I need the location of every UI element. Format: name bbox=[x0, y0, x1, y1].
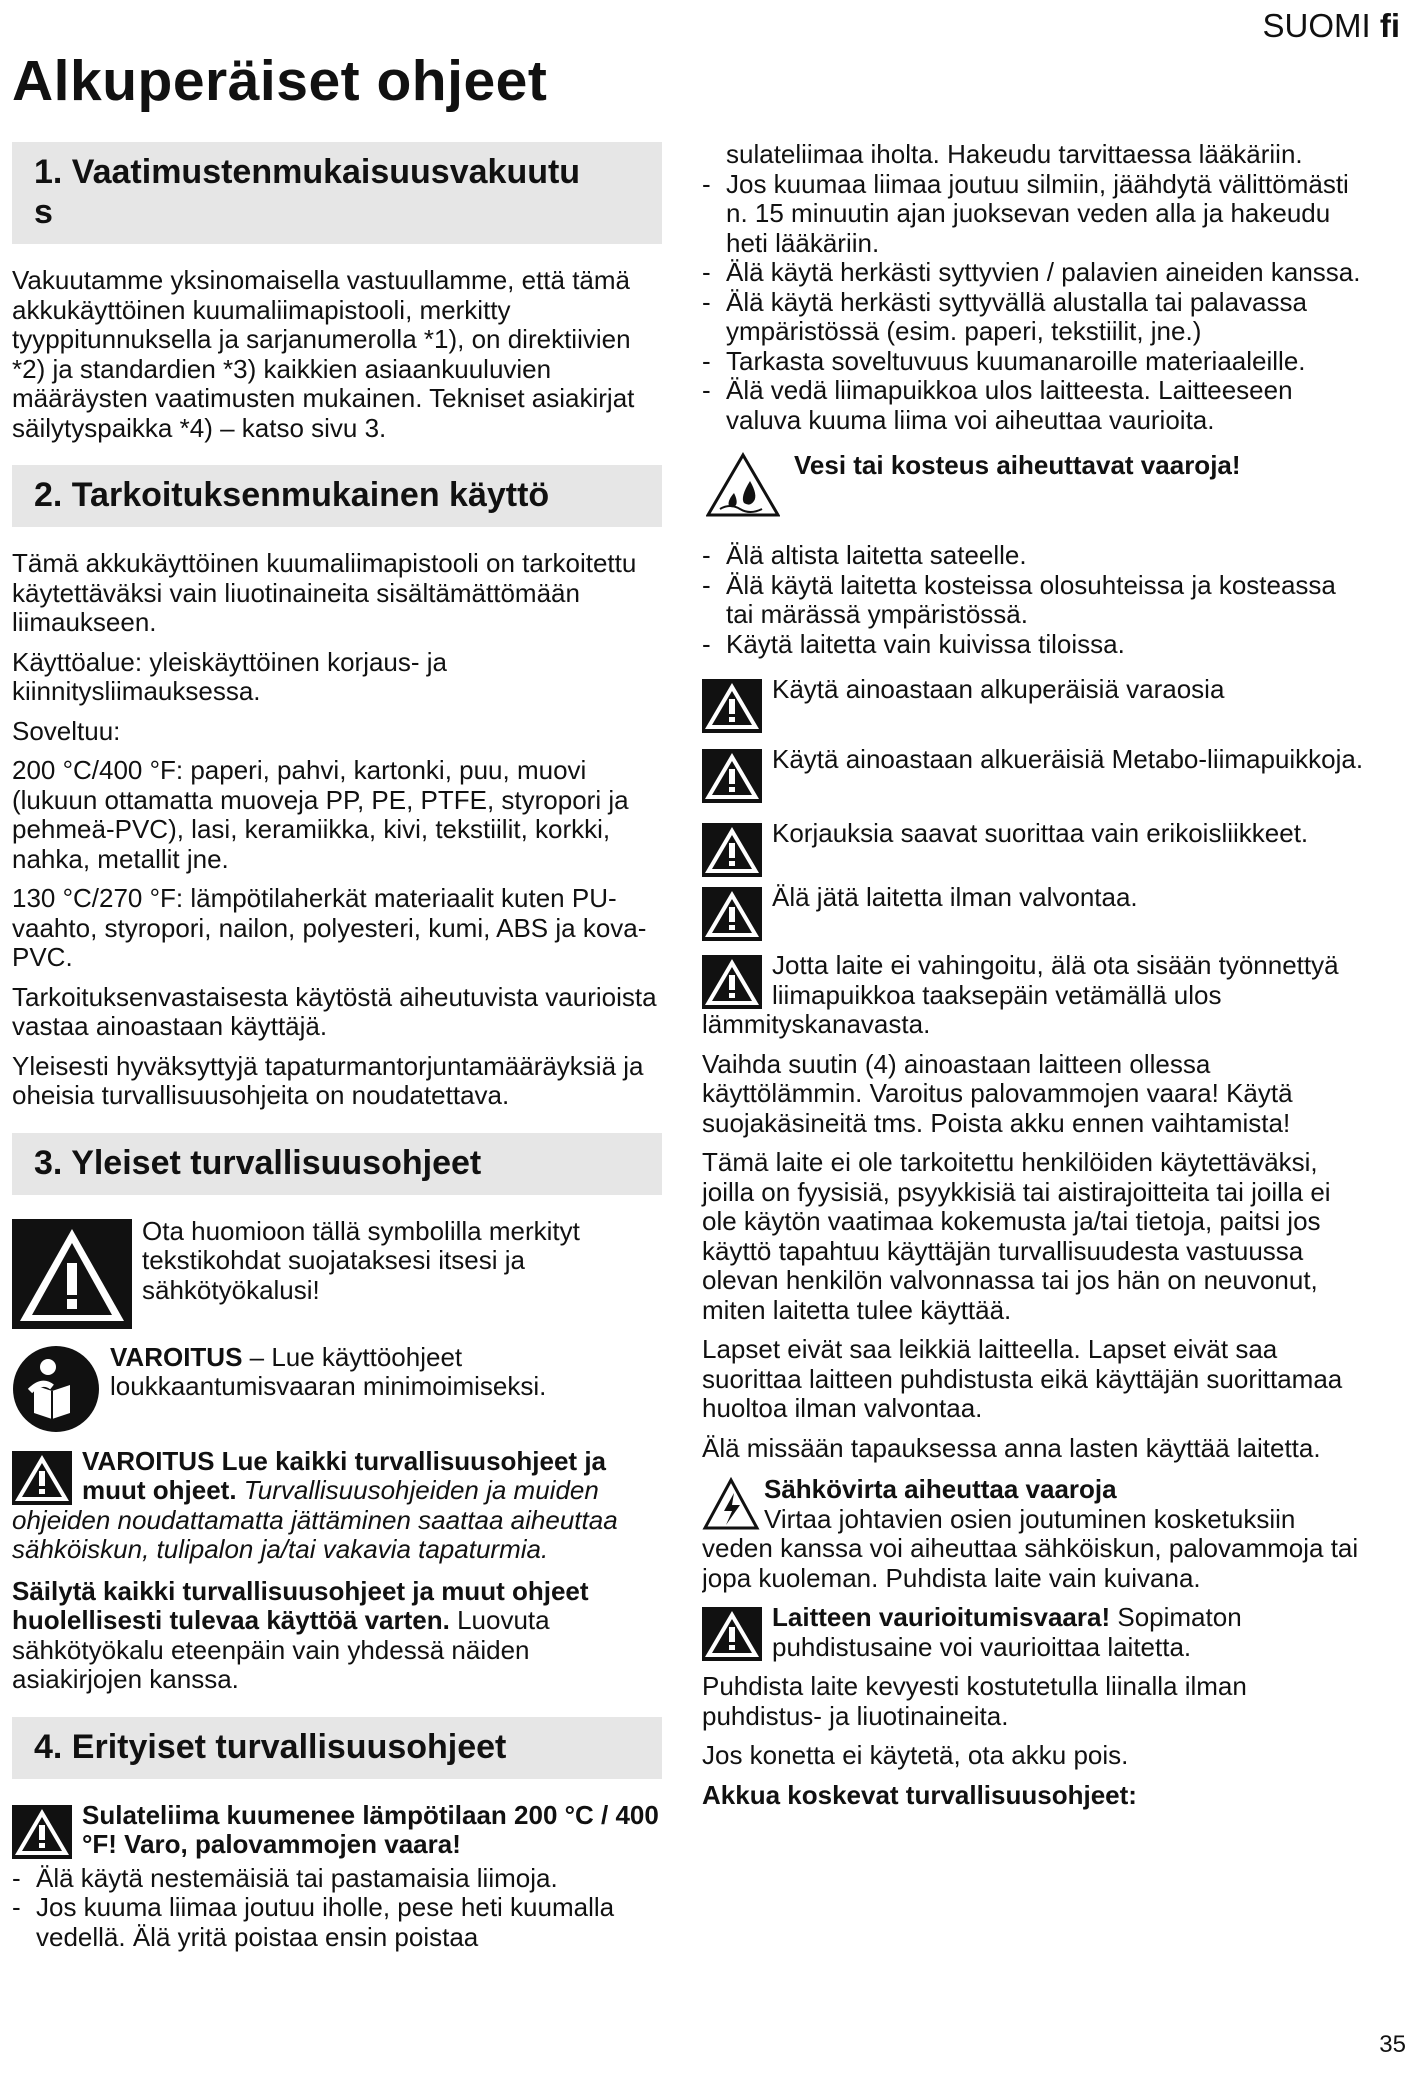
battery-remove-text: Jos konetta ei käytetä, ota akku pois. bbox=[702, 1740, 1129, 1770]
section-2-heading: 2. Tarkoituksenmukainen käyttö bbox=[12, 465, 662, 527]
liability-text: Tarkoituksenvastaisesta käytöstä aiheutuvista vaurioista vastaa ainoastaan käyttäjä. bbox=[12, 981, 657, 1041]
warning-icon bbox=[12, 1451, 72, 1505]
hot-glue-warning bbox=[12, 1801, 662, 1860]
application-text: Käyttöalue: yleiskäyttöinen korjaus- ja kiinnitysliimauksessa. bbox=[12, 646, 448, 706]
damage-warning-body: Sopimaton puhdistusaine voi vaurioittaa laitetta. bbox=[772, 1603, 1242, 1662]
list-item: - Älä käytä laitetta kosteissa olosuhteissa ja kosteassa tai märässä ympäristössä. bbox=[702, 569, 1336, 629]
water-warning-heading: Vesi tai kosteus aiheuttavat vaaroja! bbox=[794, 451, 1241, 480]
read-manual-body: – Lue käyttöohjeet loukkaantumisvaaran minimoimiseksi. bbox=[110, 1342, 547, 1401]
regulations-text: Yleisesti hyväksyttyjä tapaturmantorjuntamääräyksiä ja oheisia turvallisuusohjeita on noudatettava. bbox=[12, 1050, 644, 1110]
list-item: - Älä käytä herkästi syttyvien / palavien aineiden kanssa. bbox=[702, 257, 1361, 287]
page-title: Alkuperäiset ohjeet bbox=[12, 49, 548, 113]
read-manual-text bbox=[12, 1343, 662, 1402]
section-1-heading-line2: s bbox=[34, 193, 53, 231]
note-original-parts bbox=[702, 675, 1370, 735]
note-unattended bbox=[702, 883, 1370, 943]
page-number: 35 bbox=[1379, 2030, 1406, 2058]
section-3-heading: 3. Yleiset turvallisuusohjeet bbox=[12, 1133, 662, 1195]
left-column bbox=[12, 142, 662, 1952]
note-glue-sticks bbox=[702, 745, 1370, 803]
water-warning bbox=[702, 451, 1370, 519]
symbol-note bbox=[12, 1217, 662, 1329]
note-unattended-text: Älä jätä laitetta ilman valvontaa. bbox=[772, 883, 1138, 912]
list-item: - Älä altista laitetta sateelle. bbox=[702, 540, 1027, 570]
damage-warning-text bbox=[702, 1603, 1370, 1662]
electric-hazard-icon bbox=[702, 1477, 760, 1531]
warning-icon bbox=[702, 679, 762, 733]
list-item: - Tarkasta soveltuvuus kuumanaroille materiaaleille. bbox=[702, 345, 1306, 376]
intended-use-text: Tämä akkukäyttöinen kuumaliimapistooli on tarkoitettu käytettäväksi vain liuotinaineita sisältämättömään liimaukseen. bbox=[12, 548, 637, 637]
keep-instructions-text: Luovuta sähkötyökalu eteenpäin vain yhdessä näiden asiakirjojen kanssa. bbox=[12, 1605, 550, 1694]
electric-warning-text: Virtaa johtavien osien joutuminen kosketuksiin veden kanssa voi aiheuttaa sähköiskun, palovammoja tai jopa kuoleman. Puhdista laite vain kuivana. bbox=[702, 1503, 1359, 1593]
read-manual-note bbox=[12, 1343, 662, 1433]
conformity-text: Vakuutamme yksinomaisella vastuullamme, että tämä akkukäyttöinen kuumaliimapistooli, merkitty tyyppitunnuksella ja sarjanumerolla *1), on direktiivien *2) ja standardien *3) kaikkien asiaankuuluvien määräysten vaatimusten mukainen. Tekniset asiakirjat säilytyspaikka *4) – katso sivu 3. bbox=[12, 265, 635, 443]
section-1-heading bbox=[12, 142, 662, 244]
nozzle-text: Vaihda suutin (4) ainoastaan laitteen ollessa käyttölämmin. Varoitus palovammojen vaara! Käytä suojakäsineitä tms. Poista akku ennen vaihtamista! bbox=[702, 1048, 1293, 1138]
list-item: - Älä vedä liimapuikkoa ulos laitteesta. Laitteeseen valuva kuuma liima voi aiheuttaa vaurioita. bbox=[702, 375, 1293, 435]
note-pull-stick bbox=[702, 951, 1370, 1040]
list-item-text: sulateliimaa iholta. Hakeudu tarvittaessa lääkäriin. bbox=[726, 139, 1303, 169]
section-1-heading-line1: 1. Vaatimustenmukaisuusvakuutu bbox=[34, 153, 581, 191]
language-label bbox=[1262, 6, 1400, 46]
read-manual-warning-label: VAROITUS bbox=[110, 1342, 243, 1372]
language-code: fi bbox=[1379, 7, 1400, 44]
read-manual-icon bbox=[12, 1345, 100, 1433]
read-all-warning-italic: Turvallisuusohjeiden ja muiden ohjeiden noudattamatta jättäminen saattaa aiheuttaa sähköiskun, tulipalon ja/tai vakavia tapaturmia. bbox=[12, 1475, 618, 1564]
list-item: - Käytä laitetta vain kuivissa tiloissa. bbox=[702, 628, 1125, 659]
electric-warning bbox=[702, 1475, 1370, 1593]
damage-warning bbox=[702, 1603, 1370, 1662]
note-pull-stick-text: Jotta laite ei vahingoitu, älä ota sisään työnnettyä liimapuikkoa taaksepäin vetämällä ulos lämmityskanavasta. bbox=[702, 951, 1339, 1039]
list-item: - Älä käytä herkästi syttyvällä alustalla tai palavassa ympäristössä (esim. paperi, tekstiilit, jne.) bbox=[702, 286, 1307, 346]
list-item-text: Älä käytä herkästi syttyvällä alustalla tai palavassa ympäristössä (esim. paperi, tekstiilit, jne.) bbox=[726, 286, 1307, 346]
read-all-warning-bold: VAROITUS Lue kaikki turvallisuusohjeet ja muut ohjeet. bbox=[82, 1446, 606, 1505]
keep-instructions-bold: Säilytä kaikki turvallisuusohjeet ja muut ohjeet huolellisesti tulevaa käyttöä varten. bbox=[12, 1575, 589, 1635]
water-hazard-icon bbox=[706, 451, 780, 519]
list-item-text: Käytä laitetta vain kuivissa tiloissa. bbox=[726, 628, 1125, 659]
read-all-warning-text bbox=[12, 1447, 662, 1565]
warning-icon bbox=[702, 1607, 762, 1661]
note-glue-sticks-text: Käytä ainoastaan alkueräisiä Metabo-liimapuikkoja. bbox=[772, 745, 1364, 774]
note-repairs bbox=[702, 819, 1370, 877]
right-column bbox=[702, 140, 1370, 1820]
warning-icon bbox=[702, 887, 762, 941]
note-original-parts-text: Käytä ainoastaan alkuperäisiä varaosia bbox=[772, 675, 1225, 704]
read-all-warning bbox=[12, 1447, 662, 1565]
list-item: - Jos kuuma liimaa joutuu iholle, pese heti kuumalla vedellä. Älä yritä poistaa ensin poistaa bbox=[12, 1892, 615, 1952]
list-item-text: Tarkasta soveltuvuus kuumanaroille materiaaleille. bbox=[726, 345, 1306, 376]
warning-icon bbox=[702, 823, 762, 877]
list-item-text: Älä käytä laitetta kosteissa olosuhteissa ja kosteassa tai märässä ympäristössä. bbox=[726, 569, 1336, 629]
never-children-text: Älä missään tapauksessa anna lasten käyttää laitetta. bbox=[702, 1432, 1321, 1463]
large-warning-icon bbox=[12, 1219, 132, 1329]
list-item-text: Älä käytä nestemäisiä tai pastamaisia liimoja. bbox=[36, 1862, 558, 1893]
list-item: - Jos kuumaa liimaa joutuu silmiin, jäähdytä välittömästi n. 15 minuutin ajan juoksevan veden alla ja hakeudu heti lääkäriin. bbox=[702, 168, 1349, 258]
language-name: SUOMI bbox=[1262, 7, 1371, 44]
hot-glue-warning-text: Sulateliima kuumenee lämpötilaan 200 °C / 400 °F! Varo, palovammojen vaara! bbox=[82, 1800, 659, 1859]
list-item-text: Älä käytä herkästi syttyvien / palavien aineiden kanssa. bbox=[726, 257, 1361, 287]
warning-icon bbox=[702, 749, 762, 803]
clean-text: Puhdista laite kevyesti kostutetulla liinalla ilman puhdistus- ja liuotinaineita. bbox=[702, 1671, 1247, 1731]
warning-icon bbox=[702, 955, 762, 1009]
list-item: - Älä käytä nestemäisiä tai pastamaisia liimoja. bbox=[12, 1862, 558, 1893]
suitable-label: Soveltuu: bbox=[12, 715, 121, 746]
damage-warning-bold: Laitteen vaurioitumisvaara! bbox=[772, 1603, 1111, 1632]
list-item-text: Älä vedä liimapuikkoa ulos laitteesta. Laitteeseen valuva kuuma liima voi aiheuttaa vaurioita. bbox=[726, 375, 1293, 435]
persons-text: Tämä laite ei ole tarkoitettu henkilöiden käytettäväksi, joilla on fyysisiä, psyykkisiä tai aistirajoitteita tai joilla ei ole käytön vaatimaa kokemusta ja/tai tietoja, paitsi jos käyttö tapahtuu käyttäjän turvallisuudesta vastuussa olevan henkilön valvonnassa tai jos hän on neuvonut, miten laitetta tulee käyttää. bbox=[702, 1147, 1331, 1325]
list-item-text: Jos kuumaa liimaa joutuu silmiin, jäähdytä välittömästi n. 15 minuutin ajan juoksevan veden alla ja hakeudu heti lääkäriin. bbox=[726, 168, 1349, 258]
children-text: Lapset eivät saa leikkiä laitteella. Lapset eivät saa suorittaa laitteen puhdistusta eikä käyttäjän suorittamaa huoltoa ilman valvontaa. bbox=[702, 1334, 1343, 1423]
warning-icon bbox=[12, 1805, 72, 1859]
list-item-text: Älä altista laitetta sateelle. bbox=[726, 540, 1027, 570]
section-4-heading: 4. Erityiset turvallisuusohjeet bbox=[12, 1717, 662, 1779]
battery-safety-heading: Akkua koskevat turvallisuusohjeet: bbox=[702, 1779, 1137, 1810]
list-item-text: Jos kuuma liimaa joutuu iholle, pese heti kuumalla vedellä. Älä yritä poistaa ensin poistaa bbox=[36, 1892, 615, 1952]
suitable-130c: 130 °C/270 °F: lämpötilaherkät materiaalit kuten PU-vaahto, styropori, nailon, polyesteri, kumi, ABS ja kova-PVC. bbox=[12, 883, 647, 972]
keep-instructions bbox=[12, 1577, 662, 1695]
electric-warning-heading: Sähkövirta aiheuttaa vaaroja bbox=[764, 1475, 1117, 1504]
note-repairs-text: Korjauksia saavat suorittaa vain erikoisliikkeet. bbox=[772, 819, 1309, 848]
suitable-200c: 200 °C/400 °F: paperi, pahvi, kartonki, puu, muovi (lukuun ottamatta muoveja PP, PE, PTFE, styropori ja pehmeä-PVC), lasi, keramiikka, kivi, tekstiilit, korkki, nahka, metallit jne. bbox=[12, 755, 629, 874]
symbol-note-text: Ota huomioon tällä symbolilla merkityt tekstikohdat suojataksesi itsesi ja sähkötyökalusi! bbox=[142, 1216, 580, 1305]
list-item-continued bbox=[702, 140, 1370, 170]
